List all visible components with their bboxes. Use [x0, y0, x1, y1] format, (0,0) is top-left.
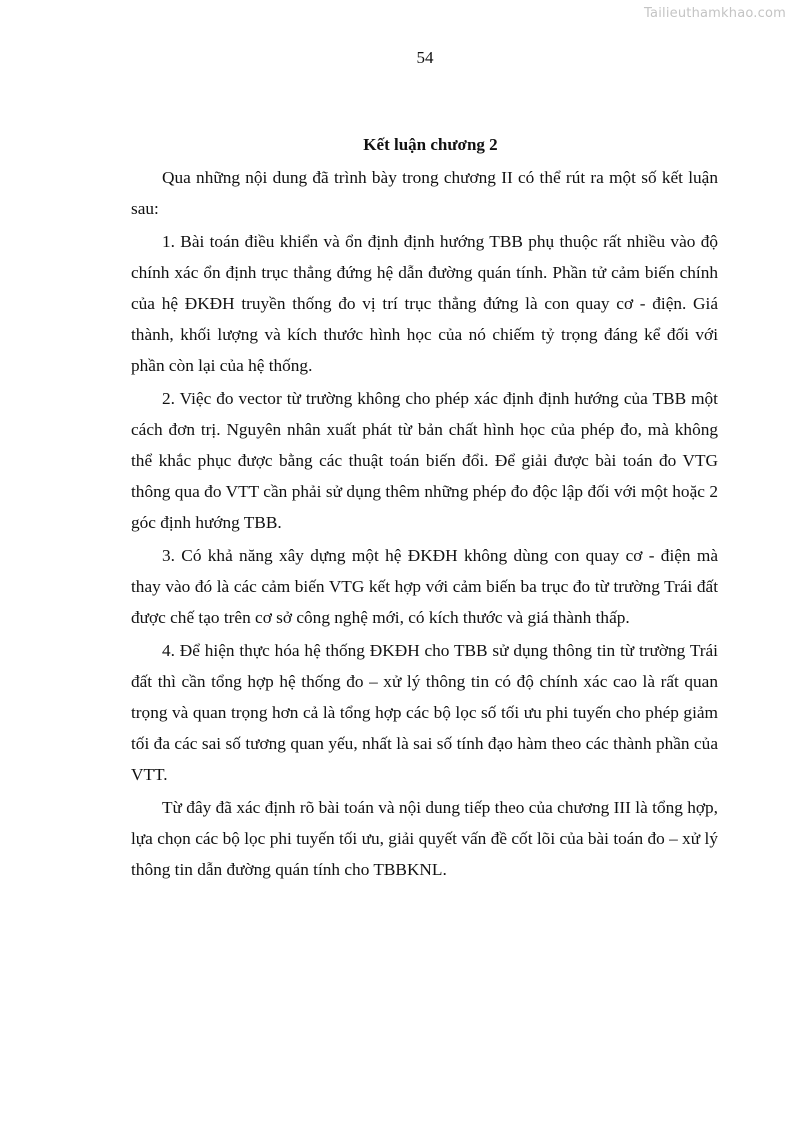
paragraph-conclusion-2: 2. Việc đo vector từ trường không cho phép xác định định hướng của TBB một cách đơn trị. Nguyên nhân xuất phát từ bản chất hình học của phép đo, mà không thể khắc phục được bằng các thuật toán biến đổi. Để giải được bài toán đo VTG thông qua đo VTT cần phải sử dụng thêm những phép đo độc lập đối với một hoặc 2 góc định hướng TBB. [131, 389, 718, 532]
paragraph-closing: Từ đây đã xác định rõ bài toán và nội dung tiếp theo của chương III là tổng hợp, lựa chọn các bộ lọc phi tuyến tối ưu, giải quyết vấn đề cốt lõi của bài toán đo – xử lý thông tin dẫn đường quán tính cho TBBKNL. [131, 798, 718, 879]
paragraph-intro: Qua những nội dung đã trình bày trong chương II có thể rút ra một số kết luận sau: [131, 168, 718, 218]
paragraph-conclusion-4: 4. Để hiện thực hóa hệ thống ĐKĐH cho TBB sử dụng thông tin từ trường Trái đất thì cần tổng hợp hệ thống đo – xử lý thông tin có độ chính xác cao là rất quan trọng và quan trọng hơn cả là tổng hợp các bộ lọc số tối ưu phi tuyến cho phép giảm tối đa các sai số tương quan yếu, nhất là sai số tính đạo hàm theo các thành phần của VTT. [131, 641, 718, 784]
chapter-heading: Kết luận chương 2 [363, 135, 498, 154]
watermark: Tailieuthamkhao.com [644, 6, 786, 21]
paragraph-conclusion-1: 1. Bài toán điều khiển và ổn định định hướng TBB phụ thuộc rất nhiều vào độ chính xác ổn định trục thẳng đứng hệ dẫn đường quán tính. Phần tử cảm biến chính của hệ ĐKĐH truyền thống đo vị trí trục thẳng đứng là con quay cơ - điện. Giá thành, khối lượng và kích thước hình học của nó chiếm tỷ trọng đáng kể đối với phần còn lại của hệ thống. [131, 232, 718, 375]
document-body [131, 130, 718, 887]
paragraph-conclusion-3: 3. Có khả năng xây dựng một hệ ĐKĐH không dùng con quay cơ - điện mà thay vào đó là các cảm biến VTG kết hợp với cảm biến ba trục đo từ trường Trái đất được chế tạo trên cơ sở công nghệ mới, có kích thước và giá thành thấp. [131, 546, 718, 627]
page-number: 54 [416, 48, 434, 67]
